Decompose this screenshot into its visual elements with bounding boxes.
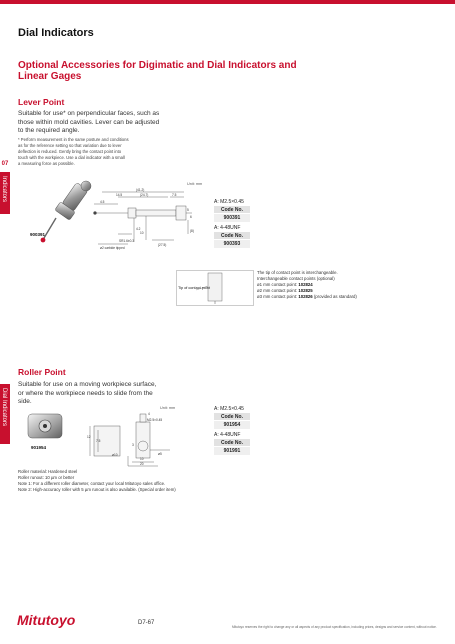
side-tab-dial-indicators[interactable]: [0, 384, 10, 444]
lever-point-title: Lever Point: [18, 97, 65, 107]
thread-label: A: 4-48UNF: [214, 225, 241, 231]
mitutoyo-logo: Mitutoyo: [17, 612, 76, 628]
dim-label: M2.5×0.45: [147, 418, 163, 422]
dim-label: (8): [190, 229, 194, 233]
dim-label: (41.2): [136, 188, 145, 192]
chapter-number: 07: [0, 158, 10, 171]
roller-code-group-2: [214, 431, 250, 455]
lever-code-group-1: [214, 198, 250, 222]
dim-label: ø2 carbide tipped: [100, 246, 125, 250]
dim-label: 6: [190, 215, 192, 219]
thread-label: A: M2.5×0.45: [214, 199, 244, 205]
side-tab-indicators[interactable]: [0, 172, 10, 214]
dim-label: 7.5: [96, 439, 101, 443]
roller-point-description: Suitable for use on a moving workpiece surface, or where the workpiece needs to slide from the side.: [18, 381, 157, 405]
top-accent-bar: [0, 0, 455, 4]
side-tab-label: Dial Indicators: [1, 388, 7, 427]
roller-photo-label: 901954: [31, 445, 47, 450]
code-header: Code No.: [214, 232, 250, 240]
code-value: 901991: [214, 447, 250, 455]
roller-unit-label: Unit: mm: [160, 406, 176, 410]
dim-label: 14.5: [116, 193, 123, 197]
dim-label: (24.7): [140, 193, 149, 197]
dim-label: 20: [140, 462, 144, 466]
tip-contact-label: Tip of contact point: [178, 286, 210, 290]
dim-label: (27.5): [158, 243, 167, 247]
side-tab-label: Indicators: [1, 176, 7, 203]
roller-point-drawing: [88, 412, 208, 468]
dim-label: 10: [140, 231, 144, 235]
roller-code-group-1: [214, 405, 250, 429]
lever-photo-label: 900391: [30, 232, 46, 237]
code-value: 900393: [214, 240, 250, 248]
code-header: Code No.: [214, 439, 250, 447]
dim-label: 4.2: [136, 227, 141, 231]
dim-label: ø5: [158, 452, 162, 456]
page-number: D7-67: [138, 620, 155, 626]
lever-code-group-2: [214, 224, 250, 248]
disclaimer: Mitutoyo reserves the right to change any or all aspects of any product specification, including prices, designs and service content, without notice.: [232, 625, 437, 629]
dim-label: 3: [132, 443, 134, 447]
dim-label: 10: [140, 457, 144, 461]
thread-label: A: 4-48UNF: [214, 432, 241, 438]
code-value: 901954: [214, 421, 250, 429]
dim-label: 5: [187, 208, 189, 212]
code-value: 900391: [214, 214, 250, 222]
dim-label: 7.5: [172, 193, 177, 197]
dim-label: 12: [87, 435, 91, 439]
code-header: Code No.: [214, 413, 250, 421]
lever-unit-label: Unit: mm: [187, 182, 203, 186]
roller-point-photo: [22, 408, 68, 444]
dim-label: ø10: [112, 453, 118, 457]
dim-label: 4: [148, 412, 150, 416]
main-heading: Optional Accessories for Digimatic and Dial Indicators and Linear Gages: [18, 60, 297, 82]
lever-point-description: Suitable for use* on perpendicular faces, such as those within mold cavities. Lever can be adjusted to the required angle.: [18, 110, 160, 134]
thread-label: A: M2.5×0.45: [214, 406, 244, 412]
lever-point-drawing: [88, 186, 212, 258]
code-header: Code No.: [214, 206, 250, 214]
roller-notes: Roller material: Hardened steel Roller runout: 10 µm or better Note 1: For a different roller diameter, contact your local Mitutoyo sales office. Note 2: High-accuracy roller with 5 µm runout is also available. (Special order item): [18, 469, 176, 493]
interchangeable-info: The tip of contact point is interchangeable. Interchangeable contact points (optional) ø1 mm contact point: 102824 ø2 mm contact point: 102825 ø3 mm contact point: 102826 (provided as standard): [257, 270, 357, 300]
dim-label: SR1.6±0.3: [119, 239, 135, 243]
roller-point-title: Roller Point: [18, 367, 66, 377]
section-title: Dial Indicators: [18, 27, 94, 39]
lever-point-note: * Perform measurement in the same posture and conditions as for the reference setting so that variation due to lever deflection is reduced. Gently bring the contact point into touch with the workpiece. Use a dial indicator with a small a measuring force as possible.: [18, 137, 129, 166]
dim-label: 4.5: [100, 200, 105, 204]
